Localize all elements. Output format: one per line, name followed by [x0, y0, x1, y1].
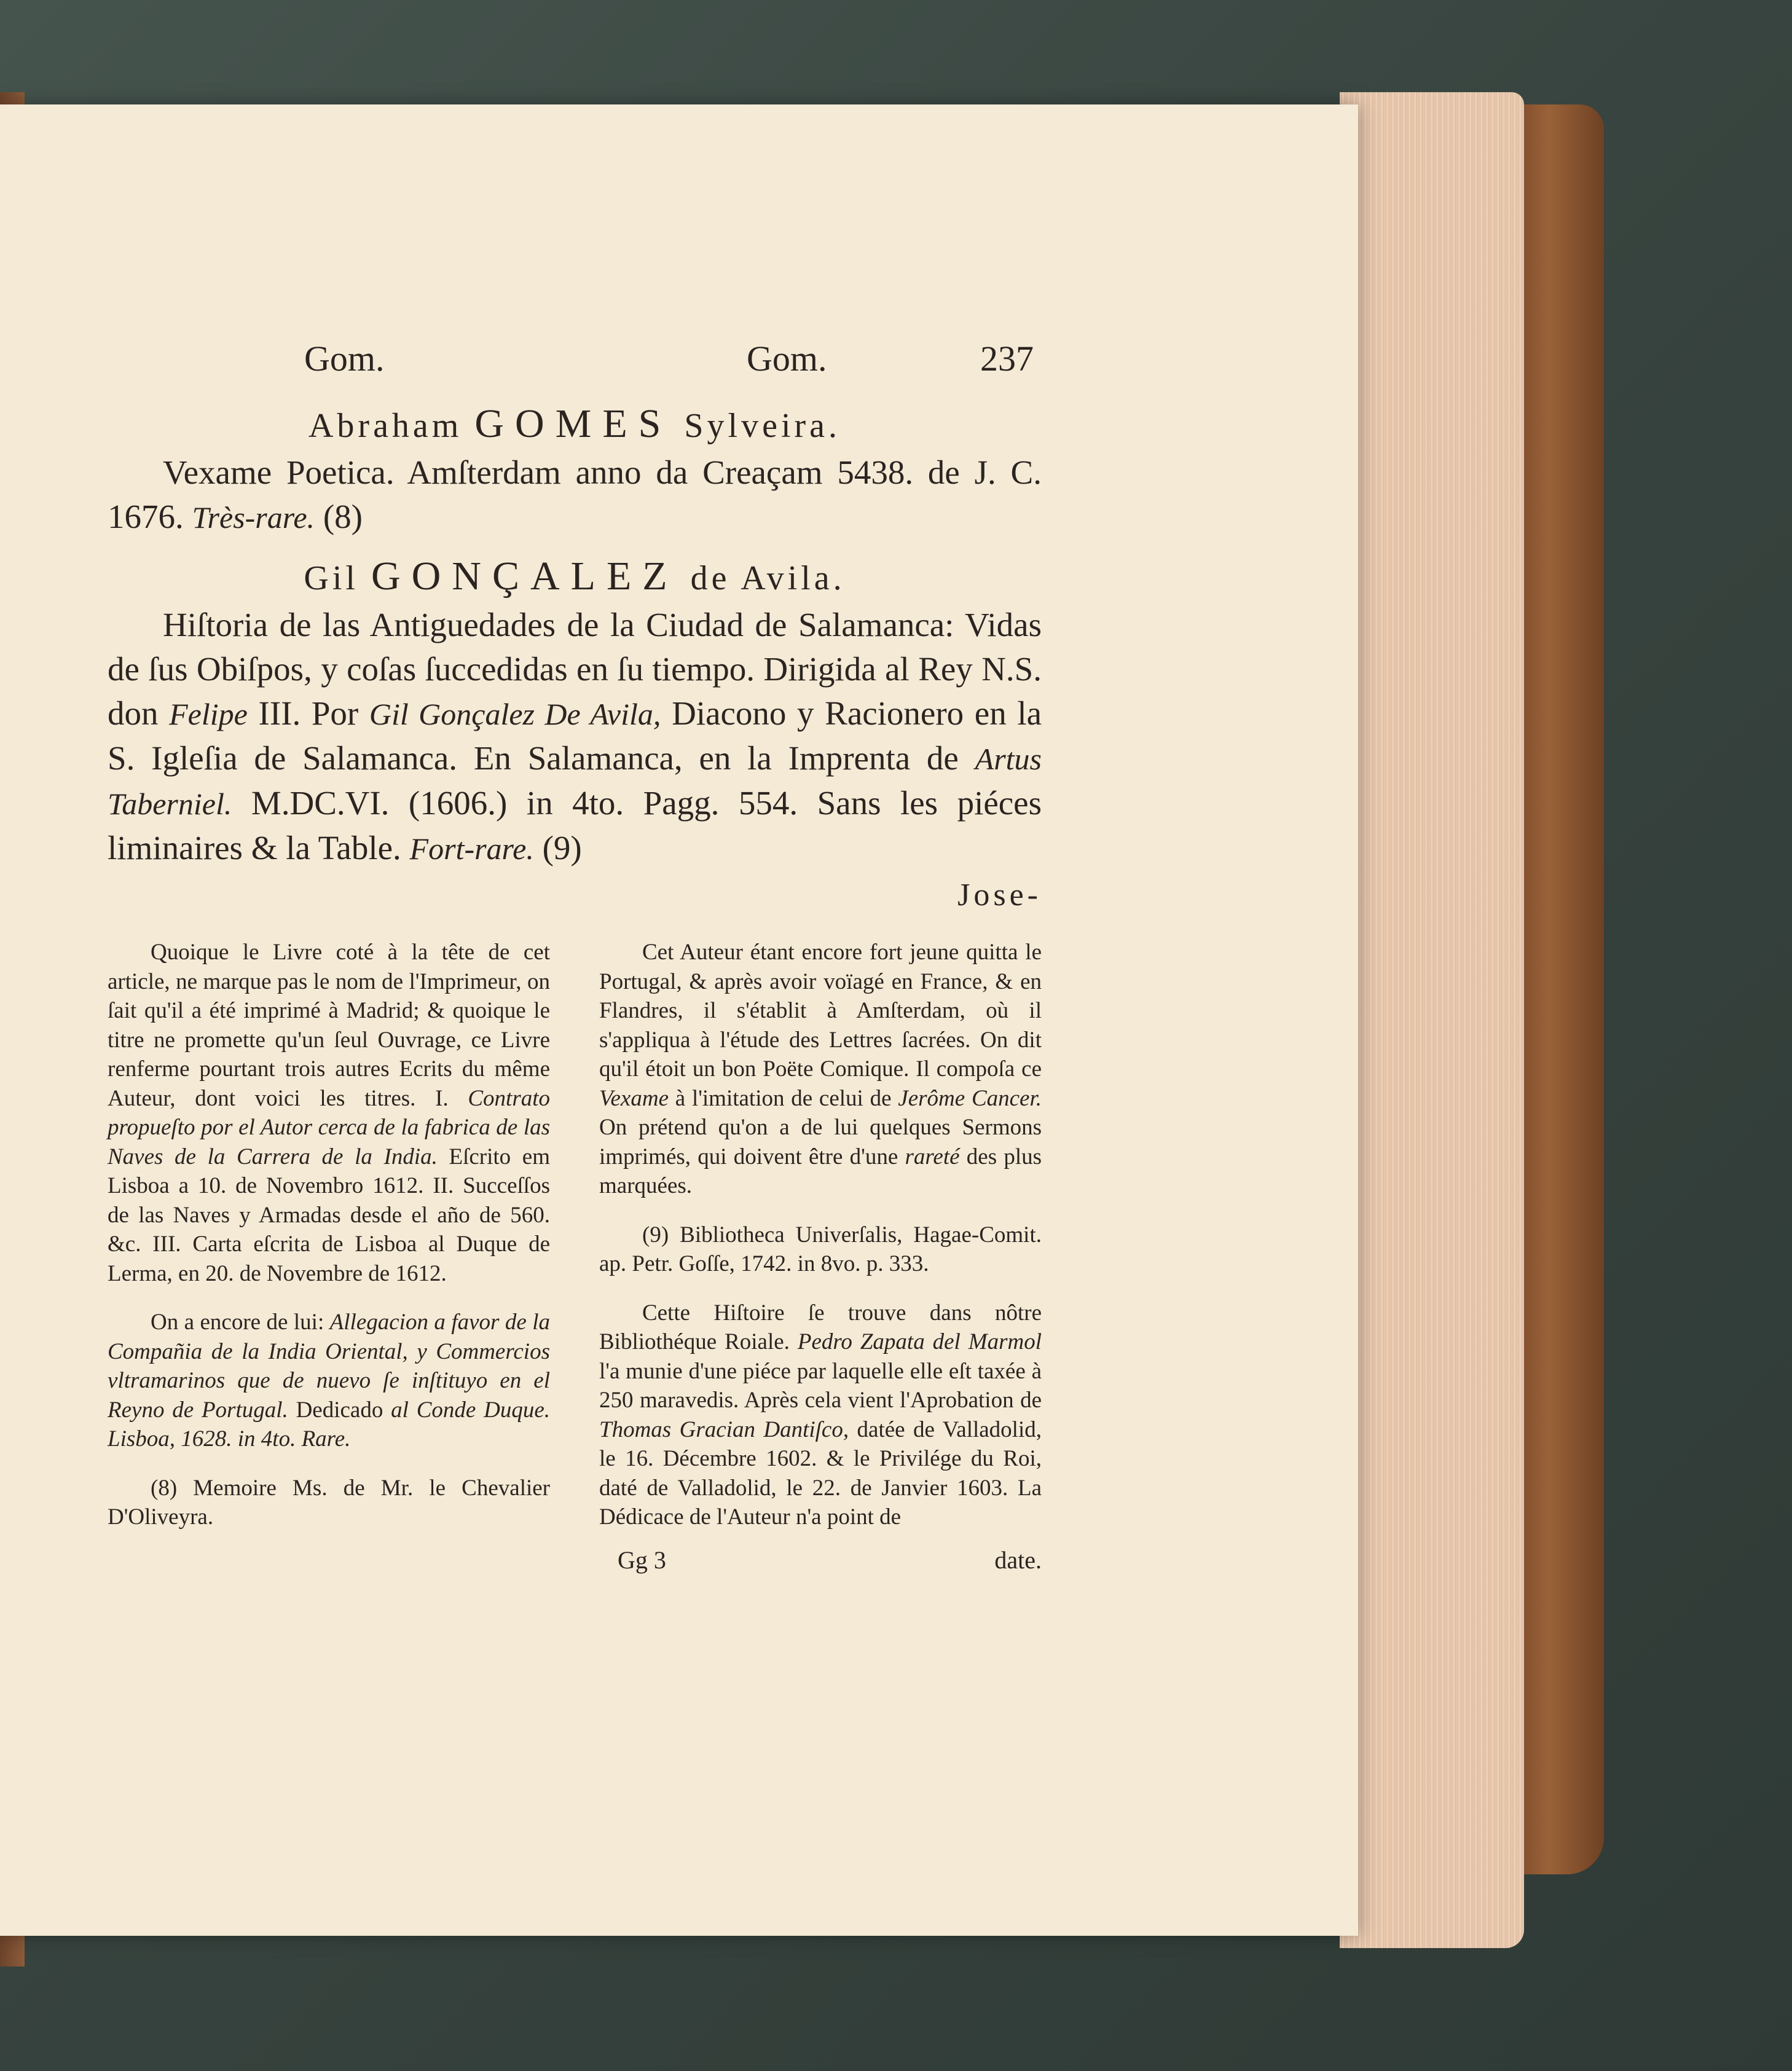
footnote-8: (8) Memoire Ms. de Mr. le Chevalier D'Oliveyra. — [108, 1475, 550, 1530]
right-column — [599, 938, 1042, 1574]
right-note-3-approver: Thomas Gracian Dantiſco, — [599, 1417, 849, 1442]
entry2-author: Gil Gonçalez De Avila, — [369, 697, 661, 731]
entry2-surname: GONÇALEZ — [371, 554, 678, 599]
right-note-1-text-2: à l'imitation de celui de — [675, 1085, 892, 1111]
entry2-rarity: Fort-rare. — [409, 831, 534, 866]
entry2-suffix: de Avila. — [690, 559, 846, 597]
entry2-text-1: Hiſtoria de las Antiguedades de la Ciudad de Salamanca: Vidas de ſus Obiſpos, y coſas ſuccedidas en ſu tiempo. Dirigida al Rey N.S. don — [108, 606, 1042, 732]
left-column — [108, 938, 550, 1552]
book-cover — [1512, 104, 1604, 1874]
right-note-1-text: Cet Auteur étant encore fort jeune quitta le Portugal, & après avoir voïagé en France, & en Flandres, il s'établit à Amſterdam, où il s'appliqua à l'étude des Lettres ſacrées. On dit qu'il étoit un bon Poëte Comique. Il compoſa ce — [599, 940, 1042, 1082]
footnote-9: (9) Bibliotheca Univerſalis, Hagae-Comit. ap. Petr. Goſſe, 1742. in 8vo. p. 333. — [599, 1222, 1042, 1276]
entry1-heading — [108, 399, 1042, 450]
left-note-2-dedication: Dedicado — [296, 1397, 383, 1423]
entry1-surname: GOMES — [474, 401, 672, 446]
page-number: 237 — [980, 339, 1034, 379]
signature-end-word: date. — [994, 1546, 1042, 1574]
entry2-text-2: Felipe — [169, 697, 248, 731]
entry1-forename: Abraham — [308, 407, 463, 445]
left-note-2-title: Allegacion a favor de la Compañia de la India Oriental, y Commercios vltramarinos que de nuevo ſe inſtituyo en el Reyno de Portugal. — [108, 1310, 550, 1423]
entry1-text: Vexame Poetica. Amſterdam anno da Creaçam 5438. de J. C. 1676. — [108, 454, 1042, 535]
right-note-3 — [599, 1299, 1042, 1532]
right-note-3-text: Cette Hiſtoire ſe trouve dans nôtre Bibliothéque Roiale. — [599, 1300, 1042, 1354]
right-note-1-text-3: On prétend qu'on a de lui quelques Sermons imprimés, qui doivent être d'une — [599, 1115, 1042, 1169]
page-content — [108, 338, 1042, 1798]
entry2-text-5: Diacono y Racionero en la S. Igleſia de Salamanca. En Salamanca, en la Imprenta de — [108, 694, 1042, 777]
right-note-1-author: Jerôme Cancer. — [898, 1085, 1042, 1111]
catchword: Jose- — [957, 878, 1042, 913]
entry2-forename: Gil — [304, 559, 359, 597]
book-page — [0, 104, 1358, 1936]
left-note-2-text: On a encore de lui: — [151, 1310, 324, 1335]
right-note-1-rarity: rareté — [905, 1144, 960, 1169]
entry2-note-ref: (9) — [542, 829, 582, 867]
right-note-1-end: des plus marquées. — [599, 1144, 1042, 1198]
left-note-1-title: Contrato propueſto por el Autor cerca de la fabrica de las Naves de la Carrera de la India. — [108, 1085, 550, 1169]
running-head — [108, 338, 1042, 387]
entry1-body — [108, 450, 1042, 540]
entry1-note-ref: (8) — [323, 498, 363, 535]
left-note-2 — [108, 1308, 550, 1454]
left-note-1 — [108, 938, 550, 1288]
signature-mark: Gg 3 — [618, 1546, 666, 1574]
page-edges — [1340, 92, 1524, 1948]
right-note-1 — [599, 938, 1042, 1201]
right-note-3-person: Pedro Zapata del Marmol — [797, 1329, 1042, 1354]
right-note-3-text-2: l'a munie d'une piéce par laquelle elle eſt taxée à 250 maravedis. Après cela vient l'Aprobation de — [599, 1358, 1042, 1413]
left-note-1-text: Quoique le Livre coté à la tête de cet article, ne marque pas le nom de l'Imprimeur, on ſait qu'il a été imprimé à Madrid; & quoique le titre ne promette qu'un ſeul Ouvrage, ce Livre renferme pourtant trois autres Ecrits du même Auteur, dont voici les titres. I. — [108, 940, 550, 1111]
right-note-1-title: Vexame — [599, 1085, 669, 1111]
entry2-body — [108, 603, 1042, 871]
entry2-text-7: M.DC.VI. (1606.) in 4to. Pagg. 554. Sans les piéces liminaires & la Table. — [108, 784, 1042, 867]
notes-columns — [108, 938, 1042, 1798]
running-head-left: Gom. — [304, 339, 385, 379]
running-head-center: Gom. — [747, 339, 827, 379]
entry2-printer: Artus Taberniel. — [108, 742, 1042, 821]
entry1-rarity: Très-rare. — [192, 500, 315, 535]
entry2-heading — [108, 552, 1042, 603]
left-note-1-rest: Eſcrito em Lisboa a 10. de Novembro 1612. II. Succeſſos de las Naves y Armadas desde el año de 560. &c. III. Carta eſcrita de Lisboa al Duque de Lerma, en 20. de Novembre de 1612. — [108, 1144, 550, 1286]
left-note-2-imprint: al Conde Duque. Lisboa, 1628. in 4to. Rare. — [108, 1397, 550, 1452]
entry1-suffix: Sylveira. — [684, 407, 841, 445]
right-note-3-text-3: datée de Valladolid, le 16. Décembre 1602. & le Privilége du Roi, daté de Valladolid, le 22. de Janvier 1603. La Dédicace de l'Auteur n'a point de — [599, 1417, 1042, 1530]
entry2-text-3: III. Por — [258, 694, 359, 732]
